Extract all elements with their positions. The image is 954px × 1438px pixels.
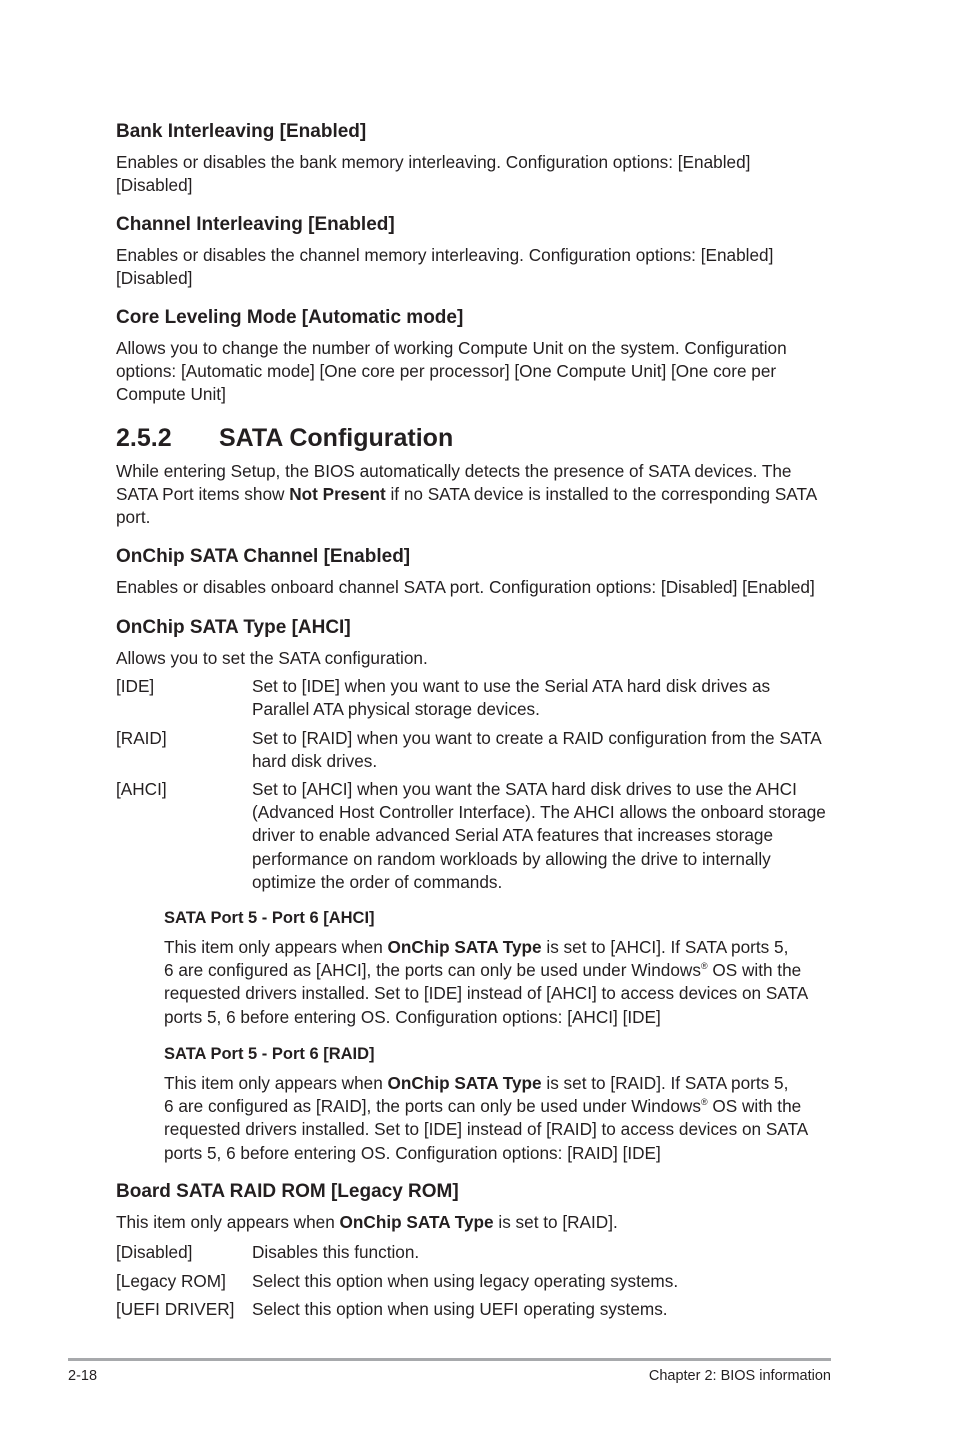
text-line: This item only appears when [164, 937, 388, 957]
section-text-sata-intro [116, 460, 836, 530]
text-line: port. [116, 507, 151, 528]
section-title-channel-interleaving: Channel Interleaving [Enabled] [116, 214, 395, 235]
text-line: ports 5, 6 before entering OS. Configuration options: [RAID] [IDE] [164, 1142, 661, 1163]
option-key: [Legacy ROM] [116, 1271, 226, 1291]
option-description: Select this option when using UEFI operating systems. [252, 1299, 668, 1319]
text-line: Enables or disables the channel memory interleaving. Configuration options: [Enabled] [116, 245, 774, 265]
text-line: Set to [IDE] when you want to use the Serial ATA hard disk drives as [252, 676, 771, 696]
section-text-onchip-sata-channel [116, 576, 836, 599]
option-key: [IDE] [116, 676, 155, 696]
text-line: While entering Setup, the BIOS automatically detects the presence of SATA devices. The [116, 461, 792, 481]
option-description [252, 727, 842, 773]
section-text-raid-rom [116, 1211, 836, 1234]
chapter-title: Chapter 2: BIOS information [648, 1368, 831, 1384]
option-description [252, 778, 842, 894]
bold-term: Not Present [289, 484, 386, 505]
option-description [252, 675, 842, 721]
subsection-title-port-ahci: SATA Port 5 - Port 6 [AHCI] [164, 909, 375, 927]
text-line: Set to [RAID] when you want to create a RAID configuration from the SATA [252, 728, 822, 748]
text-line: 6 are configured as [AHCI], the ports can only be used under Windows [164, 960, 701, 981]
text-line: requested drivers installed. Set to [IDE] instead of [AHCI] to access devices on SATA [164, 983, 809, 1004]
text-line: This item only appears when [116, 1212, 340, 1232]
text-line: Enables or disables onboard channel SATA port. Configuration options: [Disabled] [Enabled] [116, 577, 815, 597]
section-title-raid-rom: Board SATA RAID ROM [Legacy ROM] [116, 1181, 459, 1202]
section-text-onchip-sata-type [116, 647, 836, 670]
option-description: Select this option when using legacy operating systems. [252, 1271, 679, 1291]
bold-term: OnChip SATA Type [387, 937, 542, 957]
text-line: Parallel ATA physical storage devices. [252, 699, 540, 720]
text-line: Allows you to set the SATA configuration. [116, 648, 428, 668]
subsection-text-port-raid [164, 1072, 844, 1165]
section-title-onchip-sata-channel: OnChip SATA Channel [Enabled] [116, 546, 411, 567]
footer-rule [68, 1358, 831, 1361]
text-line: OS with the [707, 1096, 802, 1117]
text-line: options: [Automatic mode] [One core per processor] [One Compute Unit] [One core per [116, 361, 777, 382]
text-line: is set to [RAID]. [493, 1212, 618, 1232]
section-title-onchip-sata-type: OnChip SATA Type [AHCI] [116, 617, 351, 638]
text-line: performance on random workloads by allowing the drive to internally [252, 848, 771, 869]
text-line: Set to [AHCI] when you want the SATA hard disk drives to use the AHCI [252, 779, 797, 799]
subsection-text-port-ahci [164, 936, 844, 1029]
section-title-core-leveling: Core Leveling Mode [Automatic mode] [116, 307, 464, 328]
text-line: optimize the order of commands. [252, 871, 503, 892]
section-text-channel-interleaving [116, 244, 836, 290]
text-line: Compute Unit] [116, 384, 226, 405]
option-key: [Disabled] [116, 1242, 193, 1262]
text-line: driver to enable advanced Serial ATA features that increases storage [252, 825, 774, 846]
text-line: [Disabled] [116, 175, 193, 196]
text-line: requested drivers installed. Set to [IDE] instead of [RAID] to access devices on SATA [164, 1119, 809, 1140]
text-line: is set to [RAID]. If SATA ports 5, [541, 1073, 789, 1093]
section-heading-text: SATA Configuration [219, 424, 454, 452]
option-description: Disables this function. [252, 1242, 420, 1262]
text-line: [Disabled] [116, 268, 193, 289]
text-line: hard disk drives. [252, 751, 378, 772]
text-line: SATA Port items show [116, 484, 290, 505]
section-text-bank-interleaving [116, 151, 836, 197]
bold-term: OnChip SATA Type [387, 1073, 542, 1093]
page-number: 2-18 [68, 1368, 98, 1384]
registered-mark: ® [700, 1097, 708, 1108]
section-text-core-leveling [116, 337, 836, 407]
option-key: [RAID] [116, 728, 167, 748]
text-line: Allows you to change the number of working Compute Unit on the system. Configuration [116, 338, 787, 358]
section-title-bank-interleaving: Bank Interleaving [Enabled] [116, 121, 367, 142]
text-line: (Advanced Host Controller Interface). The AHCI allows the onboard storage [252, 802, 826, 823]
option-key: [UEFI DRIVER] [116, 1299, 235, 1319]
text-line: Enables or disables the bank memory interleaving. Configuration options: [Enabled] [116, 152, 751, 172]
bold-term: OnChip SATA Type [339, 1212, 494, 1232]
text-line: ports 5, 6 before entering OS. Configuration options: [AHCI] [IDE] [164, 1006, 661, 1027]
option-key: [AHCI] [116, 779, 167, 799]
text-line: if no SATA device is installed to the corresponding SATA [385, 484, 818, 505]
subsection-title-port-raid: SATA Port 5 - Port 6 [RAID] [164, 1045, 375, 1063]
section-number: 2.5.2 [116, 424, 172, 452]
section-heading-sata-configuration [116, 423, 453, 453]
text-line: OS with the [707, 960, 802, 981]
text-line: is set to [AHCI]. If SATA ports 5, [541, 937, 789, 957]
text-line: 6 are configured as [RAID], the ports can only be used under Windows [164, 1096, 701, 1117]
text-line: This item only appears when [164, 1073, 388, 1093]
registered-mark: ® [700, 961, 708, 972]
